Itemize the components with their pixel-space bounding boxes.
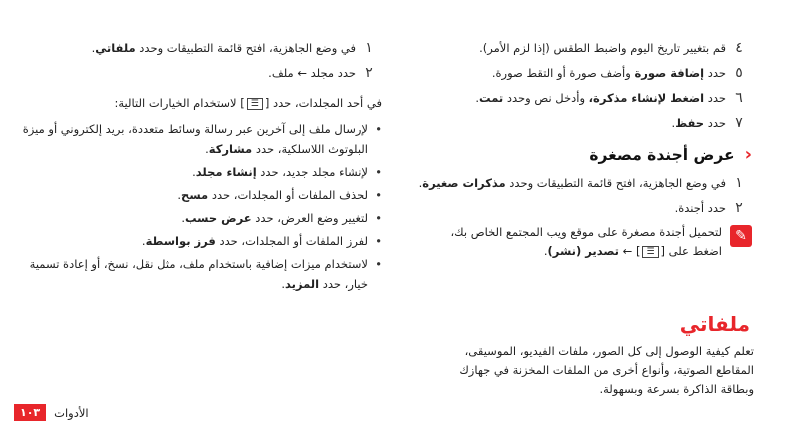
right-column xyxy=(400,38,752,261)
step-text: حدد اضغط لإنشاء مذكرة، وأدخل نص وحدد تمت. xyxy=(475,91,726,105)
step-6 xyxy=(400,88,752,108)
note-text: لتحميل أجندة مصغرة على موقع ويب المجتمع الخاص بك، اضغط على [☰] ← تصدير (نشر). xyxy=(450,225,722,258)
step-text: حدد حفظ. xyxy=(671,116,726,130)
step-text: في وضع الجاهزية، افتح قائمة التطبيقات وحدد مذكرات صغيرة. xyxy=(418,176,726,190)
step-number: ١ xyxy=(735,175,743,191)
section-step-1 xyxy=(400,173,752,193)
step-7 xyxy=(400,113,752,133)
footer-section: الأدوات xyxy=(54,405,89,420)
step-text: حدد إضافة صورة وأضف صورة أو التقط صورة. xyxy=(491,66,726,80)
options-intro: في أحد المجلدات، حدد [☰] لاستخدام الخيارات التالية: xyxy=(114,96,382,110)
chevron-left-icon: ‹ xyxy=(744,144,752,165)
step-text: في وضع الجاهزية، افتح قائمة التطبيقات وحدد ملفاتي. xyxy=(91,41,356,55)
step-5 xyxy=(400,63,752,83)
step-text: حدد مجلد ← ملف. xyxy=(268,66,356,80)
options-list xyxy=(14,119,382,294)
list-item: • لإنشاء مجلد جديد، حدد إنشاء مجلد. xyxy=(14,162,368,182)
step-number: ٥ xyxy=(735,65,743,81)
section-step-2 xyxy=(400,198,752,218)
page-footer xyxy=(14,404,89,421)
files-step-2 xyxy=(14,63,382,83)
left-column xyxy=(14,38,382,297)
step-text: قم بتغيير تاريخ اليوم واضبط الطقس (إذا لزم الأمر). xyxy=(479,41,726,55)
list-item: • لفرز الملفات أو المجلدات، حدد فرز بواسطة. xyxy=(14,231,368,251)
files-title: ملفاتي xyxy=(679,312,750,336)
menu-key-icon: ☰ xyxy=(247,98,263,110)
step-number: ٦ xyxy=(735,90,743,106)
section-title: عرض أجندة مصغرة xyxy=(589,146,735,164)
list-item: • لحذف الملفات أو المجلدات، حدد مسح. xyxy=(14,185,368,205)
step-number: ٢ xyxy=(735,200,743,216)
step-number: ٢ xyxy=(365,65,373,81)
section-heading xyxy=(400,145,752,165)
note-box xyxy=(400,223,752,261)
pencil-note-icon: ✎ xyxy=(730,225,752,247)
step-number: ٤ xyxy=(735,40,743,56)
list-item: • لتغيير وضع العرض، حدد عرض حسب. xyxy=(14,208,368,228)
list-item: • لاستخدام ميزات إضافية باستخدام ملف، مثل نقل، نسخ، أو إعادة تسمية خيار، حدد المزيد. xyxy=(14,254,368,294)
menu-key-icon: ☰ xyxy=(642,246,658,258)
step-number: ٧ xyxy=(735,115,743,131)
files-step-1 xyxy=(14,38,382,58)
page-number: ١٠٣ xyxy=(14,404,46,421)
list-item: • لإرسال ملف إلى آخرين عبر رسالة وسائط متعددة، بريد إلكتروني أو ميزة البلوتوث اللاسلكية، حدد مشاركة. xyxy=(14,119,368,159)
files-intro: تعلم كيفية الوصول إلى كل الصور، ملفات الفيديو، الموسيقى، المقاطع الصوتية، وأنواع أخرى من الملفات المخزنة في جهازك وبطاقة الذاكرة بسرعة وبسهولة. xyxy=(459,344,754,396)
step-number: ١ xyxy=(365,40,373,56)
step-4 xyxy=(400,38,752,58)
step-text: حدد أجندة. xyxy=(674,201,726,215)
